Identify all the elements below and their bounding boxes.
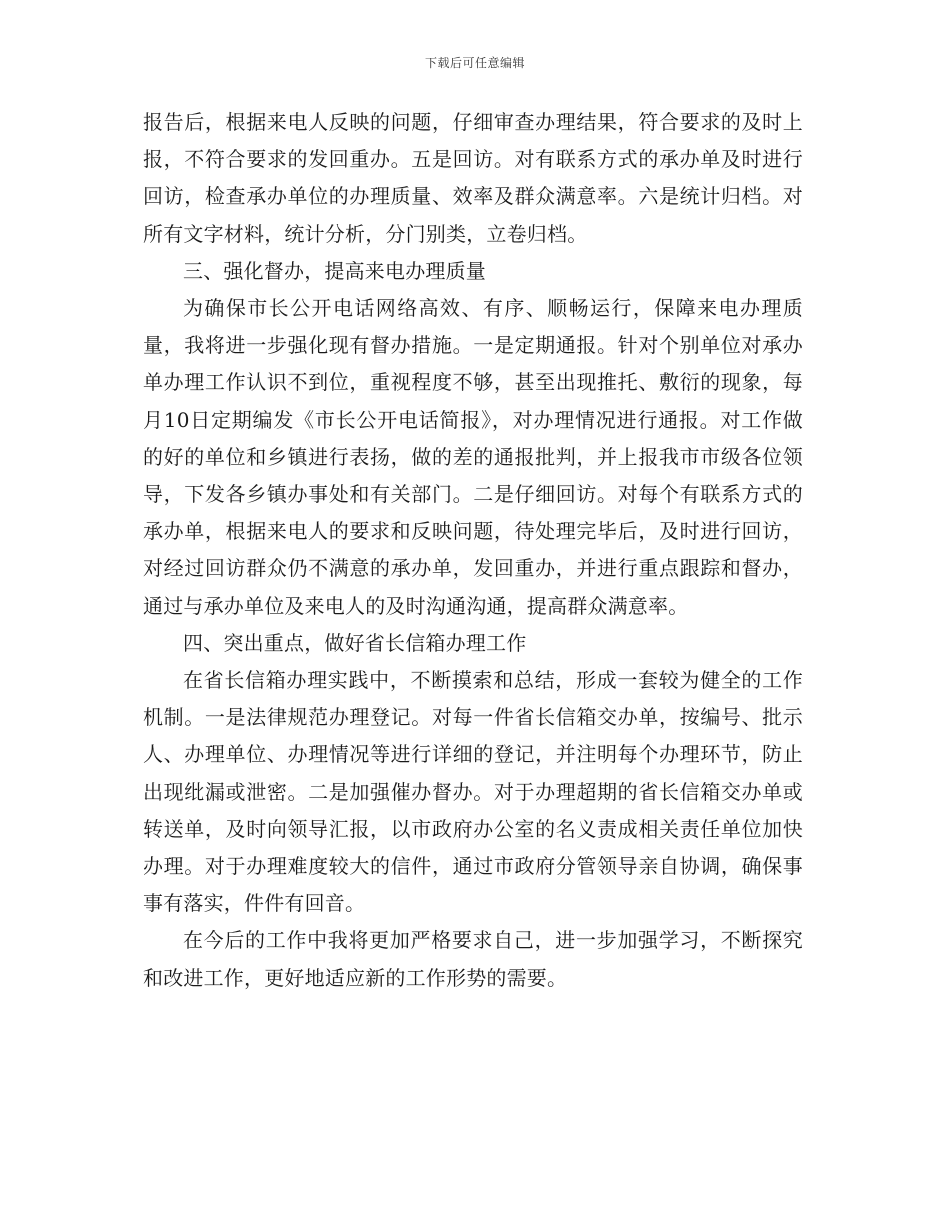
section-heading-3: 三、强化督办，提高来电办理质量 (183, 258, 486, 283)
document-body (143, 104, 803, 997)
paragraph-section-4: 在省长信箱办理实践中，不断摸索和总结，形成一套较为健全的工作机制。一是法律规范办理登记。对每一件省长信箱交办单，按编号、批示人、办理单位、办理情况等进行详细的登记，并注明每个办理环节，防止出现纰漏或泄密。二是加强催办督办。对于办理超期的省长信箱交办单或转送单，及时向领导汇报，以市政府办公室的名义责成相关责任单位加快办理。对于办理难度较大的信件，通过市政府分管领导亲自协调，确保事事有落实，件件有回音。 (143, 668, 803, 916)
header-note: 下载后可任意编辑 (424, 56, 525, 70)
paragraph-section-3: 为确保市长公开电话网络高效、有序、顺畅运行，保障来电办理质量，我将进一步强化现有督办措施。一是定期通报。针对个别单位对承办单办理工作认识不到位，重视程度不够，甚至出现推托、敷衍的现象，每月10日定期编发《市长公开电话简报》，对办理情况进行通报。对工作做的好的单位和乡镇进行表扬，做的差的通报批判，并上报我市市级各位领导，下发各乡镇办事处和有关部门。二是仔细回访。对每个有联系方式的承办单，根据来电人的要求和反映问题，待处理完毕后，及时进行回访，对经过回访群众仍不满意的承办单，发回重办，并进行重点跟踪和督办，通过与承办单位及来电人的及时沟通沟通，提高群众满意率。 (143, 296, 803, 618)
section-heading-4: 四、突出重点，做好省长信箱办理工作 (183, 630, 527, 655)
paragraph-continuation: 报告后，根据来电人反映的问题，仔细审查办理结果，符合要求的及时上报，不符合要求的发回重办。五是回访。对有联系方式的承办单及时进行回访，检查承办单位的办理质量、效率及群众满意率。六是统计归档。对所有文字材料，统计分析，分门别类，立卷归档。 (143, 110, 803, 246)
paragraph-closing: 在今后的工作中我将更加严格要求自己，进一步加强学习，不断探究和改进工作，更好地适应新的工作形势的需要。 (143, 928, 803, 990)
